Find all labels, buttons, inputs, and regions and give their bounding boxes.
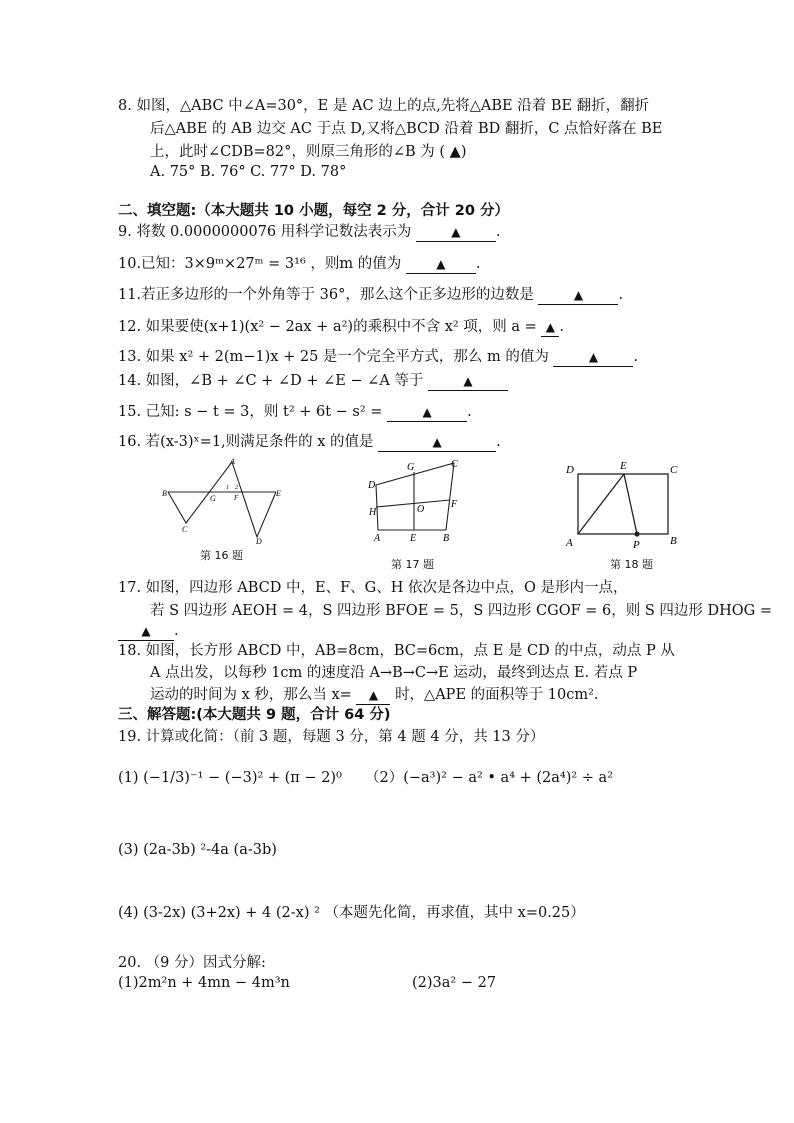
q19-4: (4) (3-2x) (3+2x) + 4 (2-x) ² （本题先化简，再求值，其中 x=0.25） [118,905,585,921]
svg-text:H: H [369,507,377,518]
svg-text:G: G [210,494,216,503]
svg-text:C: C [182,525,188,534]
q18-text-a: 运动的时间为 x 秒，那么当 x= [150,687,352,703]
q18-line2: A 点出发，以每秒 1cm 的速度沿 A→B→C→E 运动，最终到达点 E. 若点 P [150,665,638,681]
q13-text: 13. 如果 x² + 2(m−1)x + 25 是一个完全平方式，那么 m 的值为 [118,349,549,365]
svg-text:D: D [256,537,262,544]
svg-text:2: 2 [235,485,238,491]
answer-mark: ▲ [463,374,473,388]
section2-title: 二、填空题:（本大题共 10 小题，每空 2 分，合计 20 分） [118,203,510,219]
svg-text:D: D [566,464,574,476]
answer-mark: ▲ [436,257,446,271]
q20-2: (2)3a² − 27 [412,975,497,991]
q13-answer-blank[interactable] [553,349,633,367]
q13: 13. 如果 x² + 2(m−1)x + 25 是一个完全平方式，那么 m 的值为 ▲ . [118,349,639,365]
answer-mark: ▲ [141,624,151,638]
answer-mark: ▲ [545,320,556,334]
q12-answer-blank[interactable] [541,319,559,337]
q11: 11.若正多边形的一个外角等于 36°，那么这个正多边形的边数是 ▲ . [118,287,624,303]
svg-text:E: E [410,533,417,544]
q19-3: (3) (2a-3b) ²-4a (a-3b) [118,842,277,858]
q17-answer-blank[interactable] [118,623,174,641]
fig17-caption: 第 17 题 [391,558,434,571]
q19: 19. 计算或化简：（前 3 题，每题 3 分，第 4 题 4 分，共 13 分） [118,729,545,745]
q16-text: 16. 若(x-3)ˣ=1,则满足条件的 x 的值是 [118,434,374,450]
figure-18 [562,455,687,555]
svg-text:A: A [374,533,381,544]
q15: 15. 己知: s − t = 3，则 t² + 6t − s² = ▲ . [118,404,472,420]
answer-mark: ▲ [368,688,379,702]
svg-text:B: B [670,535,677,547]
q15-answer-blank[interactable] [387,404,467,422]
q19-2: （2）(−a³)² − a² • a⁴ + (2a⁴)² ÷ a² [365,770,614,786]
q15-text: 15. 己知: s − t = 3，则 t² + 6t − s² = [118,404,383,420]
svg-text:F: F [234,494,239,502]
svg-text:D: D [368,480,376,491]
q17-line1: 17. 如图，四边形 ABCD 中，E、F、G、H 依次是各边中点，O 是形内一点， [118,580,628,596]
answer-mark: ▲ [432,435,442,449]
svg-text:E: E [276,489,281,498]
q8-options: A. 75° B. 76° C. 77° D. 78° [150,164,347,180]
q16-answer-blank[interactable] [378,434,496,452]
answer-mark: ▲ [422,405,432,419]
q10-text: 10.已知：3×9ᵐ×27ᵐ = 3¹⁶ ，则m 的值为 [118,256,402,272]
q8-line1: 8. 如图，△ABC 中∠A=30°，E 是 AC 边上的点,先将△ABE 沿着 BE 翻折，翻折 [118,98,650,114]
q12: 12. 如果要使(x+1)(x² − 2ax + a²)的乘积中不含 x² 项，则 a = ▲ . [118,319,565,335]
q18-text-b: 时，△APE 的面积等于 10cm². [395,687,599,703]
svg-text:E: E [620,460,627,472]
q8-line2: 后△ABE 的 AB 边交 AC 于点 D,又将△BCD 沿着 BD 翻折，C 点恰好落在 BE [150,121,663,137]
svg-text:A: A [230,458,235,466]
q20: 20. （9 分）因式分解: [118,955,266,971]
q14 [118,371,508,391]
svg-text:B: B [162,489,167,498]
figure-16 [160,458,285,544]
q17-line2: 若 S 四边形 AEOH = 4，S 四边形 BFOE = 5，S 四边形 CGOF = 6，则 S 四边形 DHOG = [150,603,773,619]
svg-text:P: P [633,539,640,551]
q10-answer-blank[interactable] [406,256,476,274]
svg-text:C: C [670,464,678,476]
q11-text: 11.若正多边形的一个外角等于 36°，那么这个正多边形的边数是 [118,287,534,303]
q20-1: (1)2m²n + 4mn − 4m³n [118,975,290,991]
q11-answer-blank[interactable] [538,287,618,305]
answer-mark: ▲ [451,225,461,239]
svg-text:A: A [566,537,573,549]
q8-line3: 上，此时∠CDB=82°，则原三角形的∠B 为 ( ▲) [150,144,467,160]
q18-line3 [150,685,599,705]
q17-answer: ▲ . [118,621,179,641]
svg-text:F: F [451,499,458,510]
svg-text:C: C [451,459,458,470]
fig16-caption: 第 16 题 [200,549,243,562]
q14-text: 14. 如图，∠B + ∠C + ∠D + ∠E − ∠A 等于 [118,373,424,389]
q18-line1: 18. 如图，长方形 ABCD 中，AB=8cm，BC=6cm，点 E 是 CD 的中点，动点 P 从 [118,643,675,659]
q12-text: 12. 如果要使(x+1)(x² − 2ax + a²)的乘积中不含 x² 项，则 a = [118,319,537,335]
figure-17 [362,455,472,545]
q18-answer-blank[interactable] [356,687,390,705]
q16: 16. 若(x-3)ˣ=1,则满足条件的 x 的值是 ▲ . [118,434,501,450]
svg-text:B: B [443,533,450,544]
answer-mark: ▲ [573,288,584,302]
q14-answer-blank[interactable] [428,373,508,391]
svg-text:G: G [407,462,415,473]
svg-text:1: 1 [226,485,229,491]
q10: 10.已知：3×9ᵐ×27ᵐ = 3¹⁶ ，则m 的值为 ▲ . [118,256,481,272]
q9: 9. 将数 0.0000000076 用科学记数法表示为 ▲ . [118,224,501,240]
q19-1: (1) (−1/3)⁻¹ − (−3)² + (π − 2)⁰ [118,770,342,786]
q9-text: 9. 将数 0.0000000076 用科学记数法表示为 [118,224,412,240]
fig18-caption: 第 18 题 [610,558,653,571]
answer-mark: ▲ [588,350,599,364]
section3-title: 三、解答题:(本大题共 9 题，合计 64 分) [118,707,391,723]
q9-answer-blank[interactable] [416,224,496,242]
svg-text:O: O [417,504,425,515]
